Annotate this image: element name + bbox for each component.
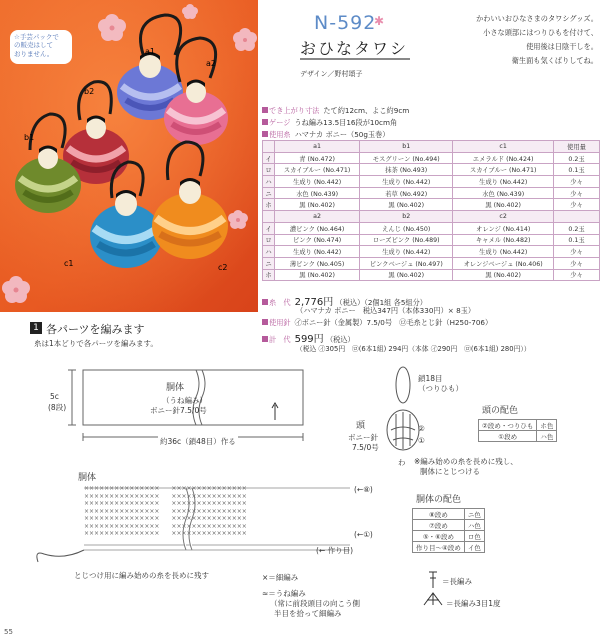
chart-note: とじつけ用に編み始めの糸を長めに残す bbox=[74, 571, 209, 580]
head-needle: ボニー針 bbox=[348, 433, 378, 442]
table-row: ⑦段め ハ色 bbox=[413, 520, 485, 531]
table-row: ハ 生成り (No.442) 生成り (No.442) 生成り (No.442) 少々 bbox=[263, 246, 600, 258]
legend-long3: ＝長編み3目1度 bbox=[446, 599, 501, 608]
spec-yarn: 使用糸 ハマナカ ボニー（50g玉巻） bbox=[262, 130, 390, 140]
price-yarn: 糸 代 2,776円 （税込）（2個1組 各5組分） bbox=[262, 293, 427, 308]
chart-foundation: (← 作り目) bbox=[316, 546, 354, 555]
intro-text bbox=[422, 12, 598, 68]
column-header: 使用量 bbox=[554, 141, 600, 153]
price-needle: 使用針 ㋑ボニー針（金属製）7.5/0号 ㋺毛糸とじ針（H250-706） bbox=[262, 318, 492, 328]
column-header: a2 bbox=[275, 211, 360, 223]
column-header: c1 bbox=[453, 141, 554, 153]
section-title: 各パーツを編みます bbox=[46, 323, 145, 336]
table-row: イ 青 (No.472) モスグリーン (No.494) エメラルド (No.424) 0.2玉 bbox=[263, 152, 600, 164]
legend-wave-note-2: 半目を拾って細編み bbox=[274, 609, 342, 618]
photo-label-c1: c1 bbox=[64, 259, 74, 268]
bullet-icon bbox=[262, 336, 268, 342]
chart-title: 胴体 bbox=[78, 473, 97, 483]
table-row: ⑤・⑥段め ロ色 bbox=[413, 531, 485, 542]
photo-label-a1: a1 bbox=[145, 47, 155, 56]
legend-long: ＝長編み bbox=[442, 577, 472, 586]
photo-label-c2: c2 bbox=[218, 263, 228, 272]
spec-size: でき上がり寸法 たて約12cm、よこ約9cm bbox=[262, 106, 409, 116]
head-ring-mark: わ bbox=[398, 458, 406, 467]
head-colors-title: 頭の配色 bbox=[482, 406, 519, 416]
column-header: b2 bbox=[360, 211, 453, 223]
table-header-row bbox=[263, 141, 600, 153]
table-row: ホ 黒 (No.402) 黒 (No.402) 黒 (No.402) 少々 bbox=[263, 199, 600, 211]
section-subtitle: 糸は1本どりで各パーツを編みます。 bbox=[34, 339, 158, 348]
table-row: ニ 薄ピンク (No.405) ピンクベージュ (No.497) オレンジベージュ (No.406) 少々 bbox=[263, 257, 600, 269]
legend-wave: ≈＝うね編み bbox=[262, 589, 306, 598]
head-row-2: ② bbox=[418, 424, 425, 433]
notice-line-2: の販売はして bbox=[14, 41, 53, 50]
body-height: 5c bbox=[50, 392, 59, 401]
table-row: ハ 生成り (No.442) 生成り (No.442) 生成り (No.442) 少々 bbox=[263, 176, 600, 188]
bullet-icon bbox=[262, 107, 268, 113]
body-colors-title: 胴体の配色 bbox=[416, 495, 462, 505]
page-number: 55 bbox=[4, 628, 13, 636]
bullet-icon bbox=[262, 119, 268, 125]
flower-icon: ✱ bbox=[374, 14, 385, 28]
table-row: イ 濃ピンク (No.464) えんじ (No.450) オレンジ (No.414) 0.2玉 bbox=[263, 222, 600, 234]
table-row: 作り目〜④段め イ色 bbox=[413, 542, 485, 553]
head-note-2: 胴体にとじつける bbox=[420, 467, 480, 476]
table-row: ホ 黒 (No.402) 黒 (No.402) 黒 (No.402) 少々 bbox=[263, 269, 600, 281]
body-rows: (8段) bbox=[48, 403, 67, 412]
photo-label-b1: b1 bbox=[24, 133, 35, 142]
model-number: N-592 bbox=[314, 12, 377, 34]
intro-line: 衛生面も気くばりしてね。 bbox=[511, 56, 598, 65]
table-row: ①段め ハ色 bbox=[479, 431, 557, 442]
table-row: ロ スカイブルー (No.471) 抹茶 (No.493) スカイブルー (No.471) 0.1玉 bbox=[263, 164, 600, 176]
price-yarn-detail: （ハマナカ ボニー 税込347円（本体330円）× 8玉） bbox=[296, 306, 476, 315]
body-width: 約36c（鎖48目）作る bbox=[160, 437, 236, 446]
table-row: ロ ピンク (No.474) ローズピンク (No.489) キャメル (No.482) 0.1玉 bbox=[263, 234, 600, 246]
chart-row-1: (←①) bbox=[354, 530, 373, 539]
body-diagram-sub1: （うね編み） bbox=[162, 396, 207, 405]
table-row: ②段め・つりひも ホ色 bbox=[479, 420, 557, 431]
legend-wave-note-1: （常に前段頭目の向こう側 bbox=[270, 599, 360, 608]
notice-bubble bbox=[10, 30, 72, 64]
head-row-1: ① bbox=[418, 436, 425, 445]
head-note-1: ※編み始めの糸を長めに残し、 bbox=[414, 457, 518, 466]
head-needle-size: 7.5/0号 bbox=[352, 443, 379, 452]
body-diagram-title: 胴体 bbox=[166, 383, 185, 393]
spec-gauge: ゲージ うね編み13.5目16段が10cm角 bbox=[262, 118, 397, 128]
body-colors-table bbox=[412, 508, 485, 553]
bullet-icon bbox=[262, 319, 268, 325]
body-diagram-sub2: ボニー針7.5/0号 bbox=[150, 406, 207, 415]
designer: デザイン／野村頌子 bbox=[300, 70, 363, 78]
column-header: c2 bbox=[453, 211, 554, 223]
chain-label: 鎖18目 bbox=[418, 374, 443, 383]
bullet-icon bbox=[262, 131, 268, 137]
chain-note: （つりひも） bbox=[418, 384, 463, 393]
intro-line: 小さな頭部にはつりひもを付けて、 bbox=[483, 28, 598, 37]
photo-label-a2: a2 bbox=[206, 59, 216, 68]
page-title: おひなタワシ bbox=[300, 39, 409, 58]
column-header: a1 bbox=[275, 141, 360, 153]
head-diagram-title: 頭 bbox=[356, 421, 366, 431]
photo-label-b2: b2 bbox=[84, 87, 95, 96]
intro-line: 使用後は日陰干しを。 bbox=[526, 42, 598, 51]
stitch-rows: ××××××××××××××× ××××××××××××××× ××××××××××××××× ××××××××××××××× ××××××××××××××× ××××××××××××××× ××××××××××××××× ××××××××××××××× ××××××××××××××× ××××××××××××××× ××××××××××××××× ××××××××××××××× ××××××××××××××× ××××××××××××××× bbox=[84, 485, 247, 537]
price-total-detail: （税込 ㋑305円 ㋺(6本1組) 294円（本体 ㋑290円 ㋺(6本1組) 280円）） bbox=[296, 345, 531, 353]
table-row: ⑧段め ニ色 bbox=[413, 509, 485, 520]
notice-line-3: おりません。 bbox=[14, 49, 54, 58]
table-header-row bbox=[263, 211, 600, 223]
bullet-icon bbox=[262, 299, 268, 305]
column-header: b1 bbox=[360, 141, 453, 153]
price-total: 計 代 599円 （税込） bbox=[262, 330, 355, 345]
chart-row-8: (←⑧) bbox=[354, 485, 373, 494]
legend-single: ×＝細編み bbox=[262, 573, 299, 582]
table-row: ニ 水色 (No.439) 若草 (No.492) 水色 (No.439) 少々 bbox=[263, 187, 600, 199]
notice-line-1: ☆手芸パックで bbox=[14, 33, 59, 41]
section-number: 1 bbox=[30, 322, 42, 334]
yarn-table bbox=[262, 140, 600, 281]
intro-line: かわいいおひなさまのタワシグッズ。 bbox=[476, 14, 598, 23]
title-underline bbox=[300, 58, 410, 60]
head-colors-table bbox=[478, 419, 557, 442]
